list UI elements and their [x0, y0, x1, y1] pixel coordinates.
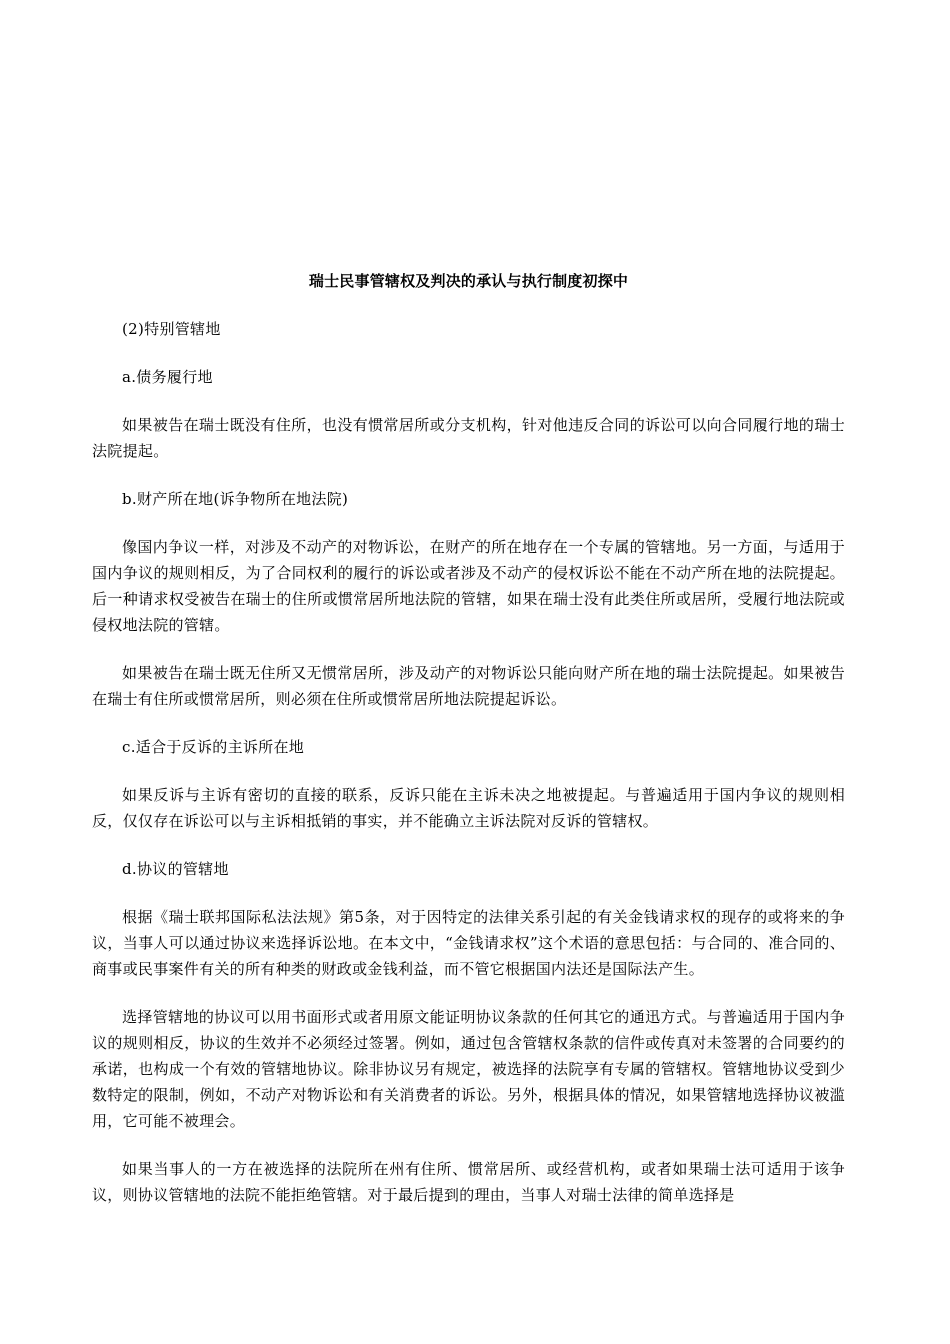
paragraph: 选择管辖地的协议可以用书面形式或者用原文能证明协议条款的任何其它的通迅方式。与普遍适用于国内争议的规则相反，协议的生效并不必须经过签署。例如，通过包含管辖权条款的信件或传真对未签署的合同要约的承诺，也构成一个有效的管辖地协议。除非协议另有规定，被选择的法院享有专属的管辖权。管辖地协议受到少数特定的限制，例如，不动产对物诉讼和有关消费者的诉讼。另外，根据具体的情况，如果管辖地选择协议被滥用，它可能不被理会。 [92, 1008, 845, 1130]
subheading-property-location: b.财产所在地(诉争物所在地法院) [122, 490, 349, 508]
paragraph: 如果被告在瑞士既没有住所，也没有惯常居所或分支机构，针对他违反合同的诉讼可以向合同履行地的瑞士法院提起。 [92, 416, 845, 460]
paragraph: 像国内争议一样，对涉及不动产的对物诉讼，在财产的所在地存在一个专属的管辖地。另一方面，与适用于国内争议的规则相反，为了合同权利的履行的诉讼或者涉及不动产的侵权诉讼不能在不动产所在地的法院提起。后一种请求权受被告在瑞士的住所或惯常居所地法院的管辖，如果在瑞士没有此类住所或居所，受履行地法院或侵权地法院的管辖。 [92, 538, 845, 634]
subheading-agreed-jurisdiction: d.协议的管辖地 [122, 860, 229, 878]
subheading-place-of-performance: a.债务履行地 [122, 368, 213, 386]
paragraph: 如果反诉与主诉有密切的直接的联系，反诉只能在主诉未决之地被提起。与普遍适用于国内争议的规则相反，仅仅存在诉讼可以与主诉相抵销的事实，并不能确立主诉法院对反诉的管辖权。 [92, 786, 845, 830]
paragraph: 如果当事人的一方在被选择的法院所在州有住所、惯常居所、或经营机构，或者如果瑞士法可适用于该争议，则协议管辖地的法院不能拒绝管辖。对于最后提到的理由，当事人对瑞士法律的简单选择是 [92, 1160, 845, 1204]
subheading-special-jurisdiction: (2)特别管辖地 [122, 320, 221, 338]
document-title: 瑞士民事管辖权及判决的承认与执行制度初探中 [308, 272, 629, 290]
paragraph: 根据《瑞士联邦国际私法法规》第5条，对于因特定的法律关系引起的有关金钱请求权的现存的或将来的争议，当事人可以通过协议来选择诉讼地。在本文中，“金钱请求权”这个术语的意思包括：与合同的、准合同的、商事或民事案件有关的所有种类的财政或金钱利益，而不管它根据国内法还是国际法产生。 [92, 908, 845, 978]
document-page [92, 268, 845, 1230]
paragraph: 如果被告在瑞士既无住所又无惯常居所，涉及动产的对物诉讼只能向财产所在地的瑞士法院提起。如果被告在瑞士有住所或惯常居所，则必须在住所或惯常居所地法院提起诉讼。 [92, 664, 845, 708]
subheading-counterclaim: c.适合于反诉的主诉所在地 [122, 738, 305, 756]
